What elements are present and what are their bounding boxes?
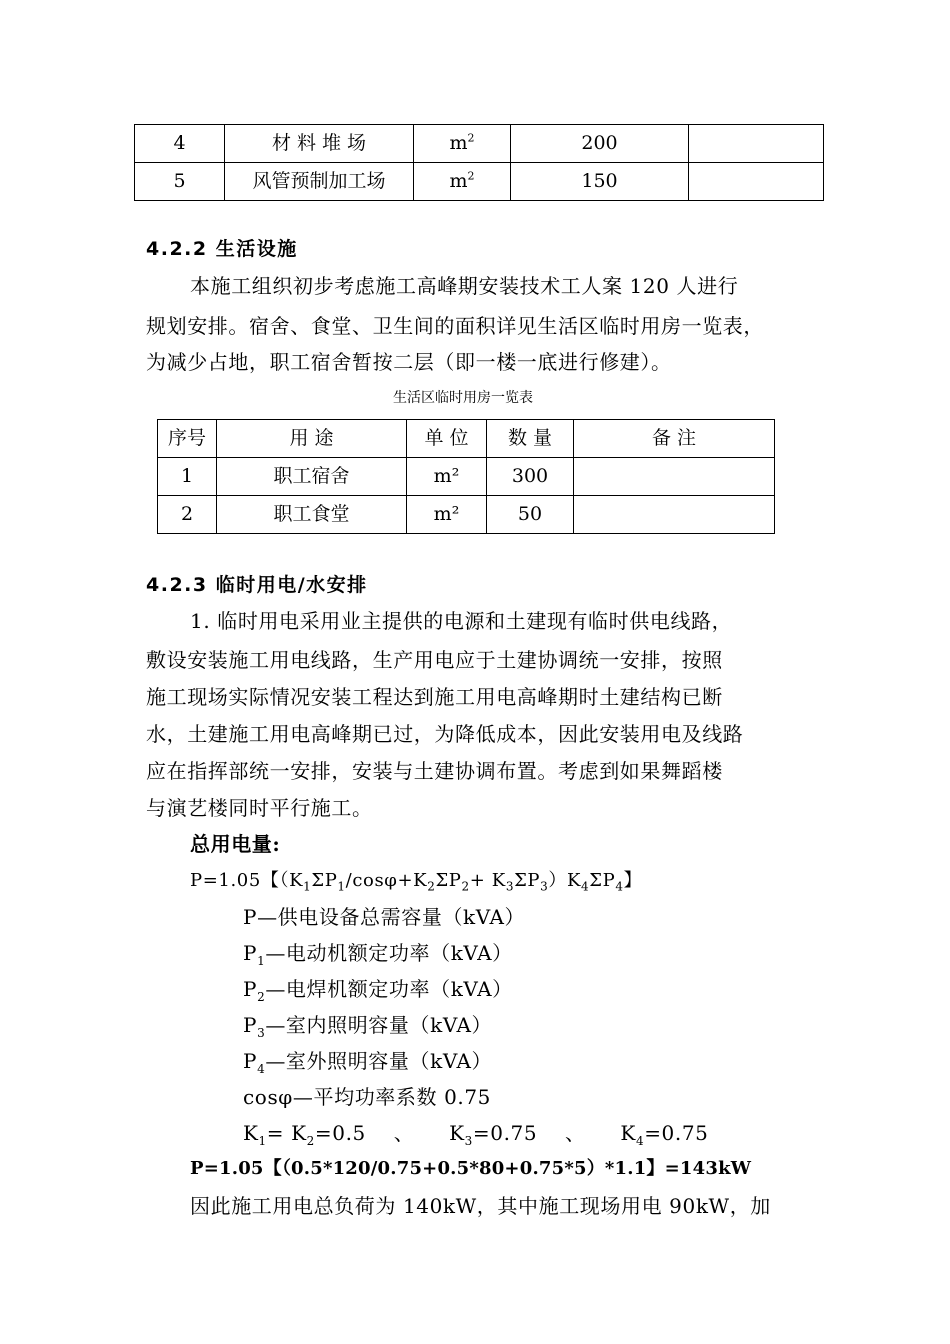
row-number: 1 (158, 458, 217, 496)
note (689, 125, 824, 163)
table-row (135, 125, 824, 163)
definition-line: P—供电设备总需容量（kVA） (243, 905, 526, 929)
facility-name: 材 料 堆 场 (225, 125, 414, 163)
use: 职工食堂 (217, 496, 407, 534)
row-number: 4 (135, 125, 225, 163)
paragraph-line: 施工现场实际情况安装工程达到施工用电高峰期时土建结构已断 (146, 685, 723, 709)
paragraph-line: 规划安排。宿舍、食堂、卫生间的面积详见生活区临时用房一览表， (146, 314, 764, 338)
quantity: 200 (511, 125, 689, 163)
note (574, 496, 775, 534)
power-formula: P=1.05【$(K_1\Sigma P_1/\cos\varphi+K_2\Sigma P_2+ K_3\Sigma P_3)K_4\Sigma P_4$】 (190, 870, 643, 894)
paragraph-line: 因此施工用电总负荷为 140kW，其中施工现场用电 90kW，加 (190, 1194, 771, 1218)
paragraph-line: 与演艺楼同时平行施工。 (146, 796, 373, 820)
paragraph-line: 本施工组织初步考虑施工高峰期安装技术工人案 120 人进行 (190, 274, 739, 298)
header-no: 序号 (158, 420, 217, 458)
unit: $m^2$ (414, 125, 511, 163)
definition-line: $P_2—$电焊机额定功率（kVA） (243, 977, 513, 1004)
row-number: 5 (135, 163, 225, 201)
table-caption: 生活区临时用房一览表 (393, 390, 533, 406)
table-row (158, 496, 775, 534)
paragraph-line: 应在指挥部统一安排，安装与土建协调布置。考虑到如果舞蹈楼 (146, 759, 723, 783)
paragraph-line: 为减少占地，职工宿舍暂按二层（即一楼一底进行修建）。 (146, 350, 672, 374)
header-note: 备 注 (574, 420, 775, 458)
living-quarters-table (157, 419, 775, 534)
table-row (135, 163, 824, 201)
note (689, 163, 824, 201)
paragraph-line: 敷设安装施工用电线路，生产用电应于土建协调统一安排，按照 (146, 648, 723, 672)
power-factor-line: cosφ—平均功率系数 0.75 (243, 1085, 491, 1109)
unit: m² (407, 458, 487, 496)
table-row (158, 458, 775, 496)
coefficient-line: $K_1= K_2=0.5$ 、 $K_3=0.75$ 、 $K_4=0.75$ (243, 1121, 709, 1148)
definition-line: $P_4—$室外照明容量（kVA） (243, 1049, 493, 1076)
header-use: 用 途 (217, 420, 407, 458)
section-heading-422: 4.2.2 生活设施 (146, 238, 298, 260)
definition-line: $P_1—$电动机额定功率（kVA） (243, 941, 513, 968)
facility-name: 风管预制加工场 (225, 163, 414, 201)
quantity: 50 (487, 496, 574, 534)
power-result: P=1.05【（0.5*120/0.75+0.5*80+0.75*5）*1.1】=143kW (190, 1158, 752, 1179)
total-power-label: 总用电量: (190, 832, 281, 856)
header-qty: 数 量 (487, 420, 574, 458)
quantity: 150 (511, 163, 689, 201)
paragraph-line: 水，土建施工用电高峰期已过，为降低成本，因此安装用电及线路 (146, 722, 744, 746)
section-heading-423: 4.2.3 临时用电/水安排 (146, 574, 368, 596)
unit: m² (407, 496, 487, 534)
table-header-row (158, 420, 775, 458)
header-unit: 单 位 (407, 420, 487, 458)
quantity: 300 (487, 458, 574, 496)
site-area-table (134, 124, 824, 201)
row-number: 2 (158, 496, 217, 534)
note (574, 458, 775, 496)
paragraph-line: 1. 临时用电采用业主提供的电源和土建现有临时供电线路， (190, 609, 733, 633)
use: 职工宿舍 (217, 458, 407, 496)
definition-line: $P_3—$室内照明容量（kVA） (243, 1013, 493, 1040)
unit: $m^2$ (414, 163, 511, 201)
